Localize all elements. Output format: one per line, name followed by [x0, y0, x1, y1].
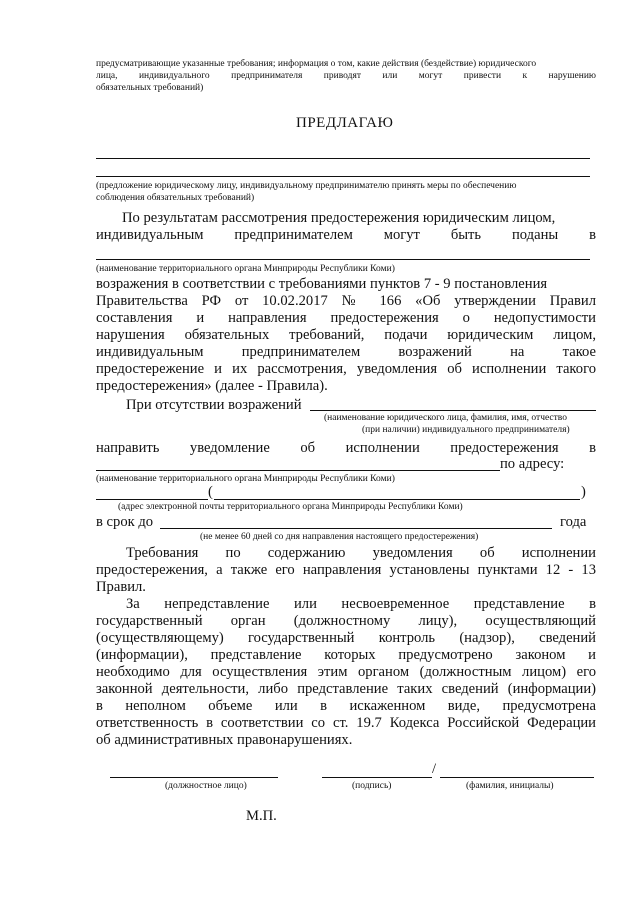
- para4-line-4: (информации), представление которых предусмотрено законом и: [96, 647, 596, 663]
- para2-caption-org: (наименование территориального органа Минприроды Республики Коми): [96, 474, 395, 484]
- para2-line-2: направить уведомление об исполнении предостережения в: [96, 440, 596, 456]
- para4-line-1: За непредставление или несвоевременное представление в: [126, 596, 596, 612]
- organ-blank-line: [96, 470, 500, 471]
- name-signature-line: [440, 777, 594, 778]
- para4-line-7: в неполном объеме или в искаженном виде, предусмотрена: [96, 698, 596, 714]
- deadline-tail: года: [560, 514, 587, 530]
- para1-line-6: нарушения обязательных требований, подачи юридическим лицом,: [96, 327, 596, 343]
- paren-open: (: [208, 484, 213, 500]
- para1-line-4: Правительства РФ от 10.02.2017 № 166 «Об утверждении Правил: [96, 293, 596, 309]
- para4-line-8: ответственность в соответствии со ст. 19.7 Кодекса Российской Федерации: [96, 715, 596, 731]
- deadline-blank-line: [160, 528, 552, 529]
- para1-line-1: По результатам рассмотрения предостережения юридическим лицом,: [122, 210, 556, 226]
- para2-caption-deadline: (не менее 60 дней со дня направления настоящего предостережения): [200, 532, 479, 542]
- intro-line-1: предусматривающие указанные требования; информация о том, какие действия (бездействие) юридического: [96, 59, 537, 69]
- sign-signature-line: [322, 777, 432, 778]
- address-blank-line: [96, 499, 208, 500]
- proposal-caption-2: соблюдения обязательных требований): [96, 193, 255, 203]
- name-caption: (фамилия, инициалы): [466, 781, 554, 791]
- para2-caption-2: (при наличии) индивидуального предпринимателя): [362, 425, 570, 435]
- para4-line-2: государственный орган (должностному лицу), осуществляющий: [96, 613, 596, 629]
- email-blank-line: [214, 499, 580, 500]
- para2-lead: При отсутствии возражений: [126, 397, 302, 413]
- para4-line-5: необходимо для осуществления этим органом (должностным лицом) его: [96, 664, 596, 680]
- para3-line-2: предостережения, а также его направления установлены пунктами 12 - 13: [96, 562, 596, 578]
- para4-line-6: законной деятельности, либо представление таких сведений (информации): [96, 681, 596, 697]
- sign-caption: (подпись): [352, 781, 392, 791]
- intro-line-3: обязательных требований): [96, 83, 204, 93]
- para1-line-9: предостережения» (далее - Правила).: [96, 378, 328, 394]
- para4-line-9: об административных правонарушениях.: [96, 732, 353, 748]
- para1-line-8: предостережение и их рассмотрения, уведомления об исполнении такого: [96, 361, 596, 377]
- para1-line-2: индивидуальным предпринимателем могут быть поданы в: [96, 227, 596, 243]
- signature-slash: /: [432, 761, 437, 777]
- proposal-blank-line-1: [96, 158, 590, 159]
- position-caption: (должностное лицо): [165, 781, 247, 791]
- proposal-blank-line-2: [96, 176, 590, 177]
- addressee-blank-line: [310, 410, 596, 411]
- intro-line-2: лица, индивидуального предпринимателя приводят или могут привести к нарушению: [96, 71, 596, 81]
- by-address-label: по адресу:: [500, 456, 565, 472]
- para1-line-3: возражения в соответствии с требованиями пунктов 7 - 9 постановления: [96, 276, 548, 292]
- para1-caption: (наименование территориального органа Минприроды Республики Коми): [96, 264, 395, 274]
- para2-caption-email: (адрес электронной почты территориального органа Минприроды Республики Коми): [118, 502, 463, 512]
- para1-line-7: индивидуальным предпринимателем возражений на такое: [96, 344, 596, 360]
- para2-caption-1: (наименование юридического лица, фамилия, имя, отчество: [324, 413, 567, 423]
- proposal-caption-1: (предложение юридическому лицу, индивидуальному предпринимателю принять меры по обеспечению: [96, 181, 517, 191]
- para3-line-1: Требования по содержанию уведомления об исполнении: [126, 545, 596, 561]
- para4-line-3: (осуществляющему) государственный контроль (надзор), сведений: [96, 630, 596, 646]
- para3-line-3: Правил.: [96, 579, 146, 595]
- para1-line-5: составления и направления предостережения о недопустимости: [96, 310, 596, 326]
- paren-close: ): [581, 484, 586, 500]
- deadline-lead: в срок до: [96, 514, 154, 530]
- position-signature-line: [110, 777, 278, 778]
- territorial-organ-blank-line: [96, 259, 590, 260]
- seal-mark: М.П.: [246, 808, 277, 824]
- heading-propose: ПРЕДЛАГАЮ: [296, 115, 394, 131]
